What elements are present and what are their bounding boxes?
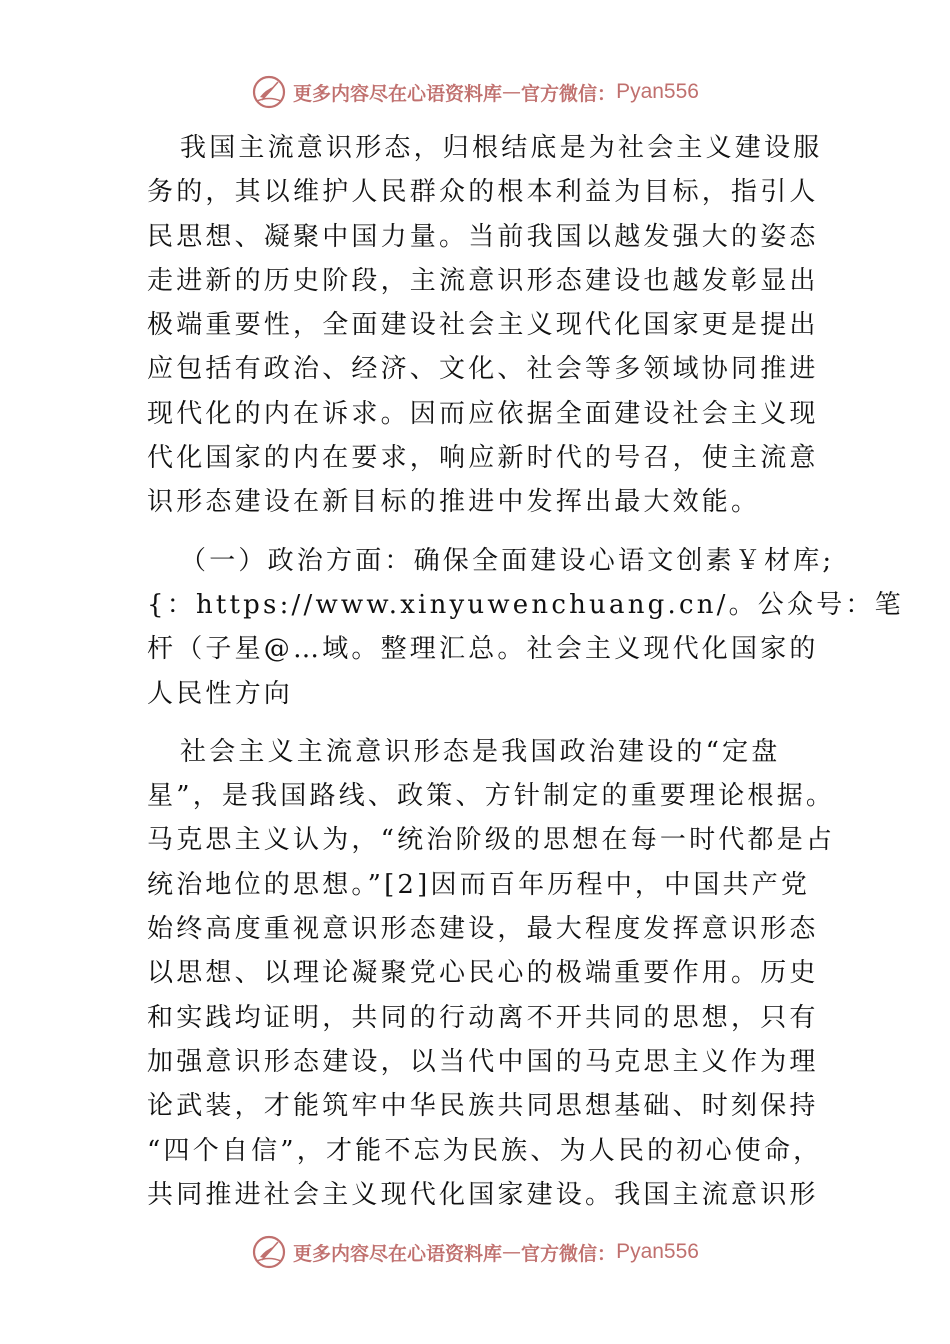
text-line: 识形态建设在新目标的推进中发挥出最大效能。 — [147, 487, 761, 518]
banner-title: 更多内容尽在心语资料库 — [293, 82, 503, 105]
text-line: 和实践均证明，共同的行动离不开共同的思想，只有 — [147, 1002, 819, 1033]
text-line: 务的，其以维护人民群众的根本利益为目标，指引人 — [147, 177, 819, 208]
header-banner — [0, 72, 950, 112]
text-line: 始终高度重视意识形态建设，最大程度发挥意识形态 — [147, 914, 819, 945]
paragraph-politics — [147, 730, 836, 1217]
banner-handle: Pyan556 — [616, 80, 699, 103]
heading-line: 杆（子星@…域。整理汇总。社会主义现代化国家的 — [147, 634, 819, 665]
text-line: 极端重要性，全面建设社会主义现代化国家更是提出 — [147, 310, 819, 341]
document-body — [147, 126, 904, 1217]
banner-handle: Pyan556 — [616, 1240, 699, 1263]
banner-wechat-label: 官方微信： — [521, 82, 617, 105]
text-line: “四个自信”，才能不忘为民族、为人民的初心使命， — [147, 1135, 823, 1166]
text-line: 论武装，才能筑牢中华民族共同思想基础、时刻保持 — [147, 1091, 819, 1122]
book-quill-logo-icon — [251, 74, 287, 110]
text-line: 加强意识形态建设，以当代中国的马克思主义作为理 — [147, 1046, 819, 1077]
text-line: 现代化的内在诉求。因而应依据全面建设社会主义现 — [147, 398, 819, 429]
heading-line: （一）政治方面：确保全面建设心语文创素￥材库; — [180, 545, 835, 576]
heading-line: {：https://www.xinyuwenchuang.cn/。公众号：笔 — [147, 589, 904, 620]
banner-separator: — — [502, 81, 522, 103]
text-line: 民思想、凝聚中国力量。当前我国以越发强大的姿态 — [147, 221, 819, 252]
text-line: 应包括有政治、经济、文化、社会等多领域协同推进 — [147, 354, 819, 385]
text-line: 星”，是我国路线、政策、方针制定的重要理论根据。 — [147, 781, 836, 812]
banner-title: 更多内容尽在心语资料库 — [293, 1242, 503, 1265]
text-line: 走进新的历史阶段，主流意识形态建设也越发彰显出 — [147, 265, 819, 296]
text-line: 马克思主义认为，“统治阶级的思想在每一时代都是占 — [147, 825, 836, 856]
footer-banner — [0, 1232, 950, 1272]
heading-line: 人民性方向 — [147, 678, 294, 709]
banner-wechat-label: 官方微信： — [521, 1242, 617, 1265]
text-line: 代化国家的内在要求，响应新时代的号召，使主流意 — [147, 443, 819, 474]
text-line: 统治地位的思想。”[2]因而百年历程中，中国共产党 — [147, 869, 811, 900]
text-line: 我国主流意识形态，归根结底是为社会主义建设服 — [180, 133, 823, 163]
paragraph-intro — [147, 126, 823, 525]
section-heading-politics — [147, 539, 904, 716]
text-line: 社会主义主流意识形态是我国政治建设的“定盘 — [180, 736, 781, 767]
text-line: 以思想、以理论凝聚党心民心的极端重要作用。历史 — [147, 958, 819, 989]
text-line: 共同推进社会主义现代化国家建设。我国主流意识形 — [147, 1179, 819, 1210]
book-quill-logo-icon — [251, 1234, 287, 1270]
banner-separator: — — [502, 1241, 522, 1263]
